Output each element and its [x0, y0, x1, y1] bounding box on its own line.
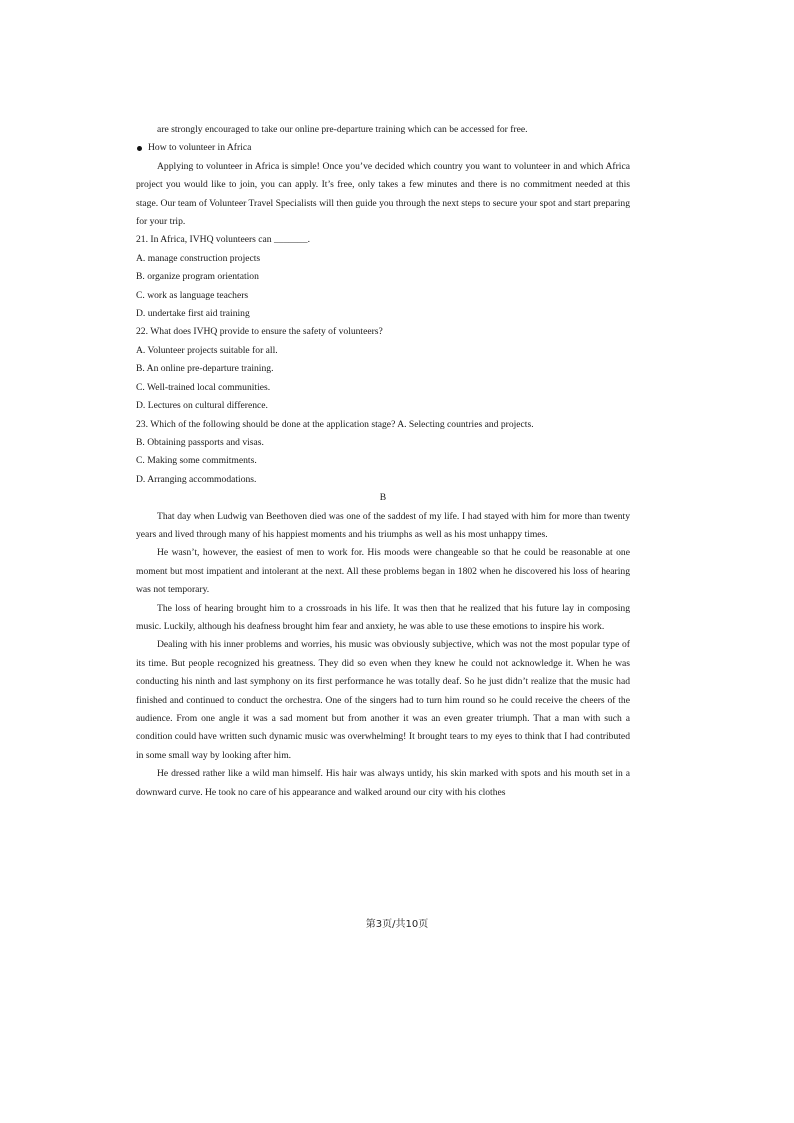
answer-option: D. Lectures on cultural difference.	[136, 400, 268, 412]
passage-label: B	[379, 492, 387, 504]
passage-b-paragraph-5: He dressed rather like a wild man himself. His hair was always untidy, his skin marked with spots and his mouth set in a downward curve. He took no care of his appearance and walked around our city with his clothes	[136, 768, 630, 798]
question-stem: 23. Which of the following should be done at the application stage? A. Selecting countries and projects.	[136, 418, 534, 430]
passage-b-paragraph-4: Dealing with his inner problems and worries, his music was obviously subjective, which was not the most popular type of its time. But people recognized his greatness. They did so even when they knew he could not acknowledge it. When he was conducting his ninth and last symphony on its first performance he was totally deaf. So he just didn’t realize that the music had finished and continued to conduct the orchestra. One of the singers had to turn him round so he could receive the cheers of the audience. From one angle it was a sad moment but from another it was an even greater triumph. That a man with such a condition could have written such dynamic music was overwhelming! It brought tears to my eyes to think that I had contributed in some small way by looking after him.	[136, 639, 630, 761]
passage-b-paragraph-3: The loss of hearing brought him to a crossroads in his life. It was then that he realized that his future lay in composing music. Luckily, although his deafness brought him fear and anxiety, he was able to use these emotions to inspire his work.	[136, 602, 630, 632]
answer-option: D. undertake first aid training	[136, 308, 250, 320]
passage-a-continuation: are strongly encouraged to take our online pre-departure training which can be accessed for free.	[157, 124, 528, 135]
answer-option: C. Making some commitments.	[136, 455, 257, 467]
answer-option: C. work as language teachers	[136, 289, 249, 301]
answer-option: B. Obtaining passports and visas.	[136, 436, 264, 448]
answer-option: B. An online pre-departure training.	[136, 363, 274, 375]
passage-b-paragraph-2: He wasn’t, however, the easiest of men to work for. His moods were changeable so that he could be reasonable at one moment but most impatient and intolerant at the next. All these problems began in 1802 when he discovered his loss of hearing was not temporary.	[136, 547, 630, 596]
answer-option: A. Volunteer projects suitable for all.	[136, 344, 278, 356]
answer-option: B. organize program orientation	[136, 271, 259, 283]
question-22	[136, 323, 630, 415]
question-21	[136, 231, 630, 323]
question-stem: 22. What does IVHQ provide to ensure the safety of volunteers?	[136, 326, 383, 338]
answer-option: A. manage construction projects	[136, 252, 261, 264]
question-23	[136, 416, 630, 490]
bullet-icon	[137, 146, 142, 151]
section-heading-text: How to volunteer in Africa	[148, 142, 252, 154]
question-stem: 21. In Africa, IVHQ volunteers can _______.	[136, 234, 310, 246]
passage-a-paragraph: Applying to volunteer in Africa is simple! Once you’ve decided which country you want to volunteer in and which Africa project you would like to join, you can apply. It’s free, only takes a few minutes and there is no commitment needed at this stage. Our team of Volunteer Travel Specialists will then guide you through the next steps to secure your spot and start preparing for your trip.	[136, 160, 630, 228]
passage-b-paragraph-1: That day when Ludwig van Beethoven died was one of the saddest of my life. I had stayed with him for more than twenty years and lived through many of his happiest moments and his triumphs as well as his most unhappy times.	[136, 510, 630, 540]
document-page	[136, 121, 630, 802]
answer-option: D. Arranging accommodations.	[136, 473, 257, 485]
answer-option: C. Well-trained local communities.	[136, 381, 271, 393]
section-heading	[136, 139, 630, 157]
page-number: 第3页/共10页	[365, 919, 429, 930]
